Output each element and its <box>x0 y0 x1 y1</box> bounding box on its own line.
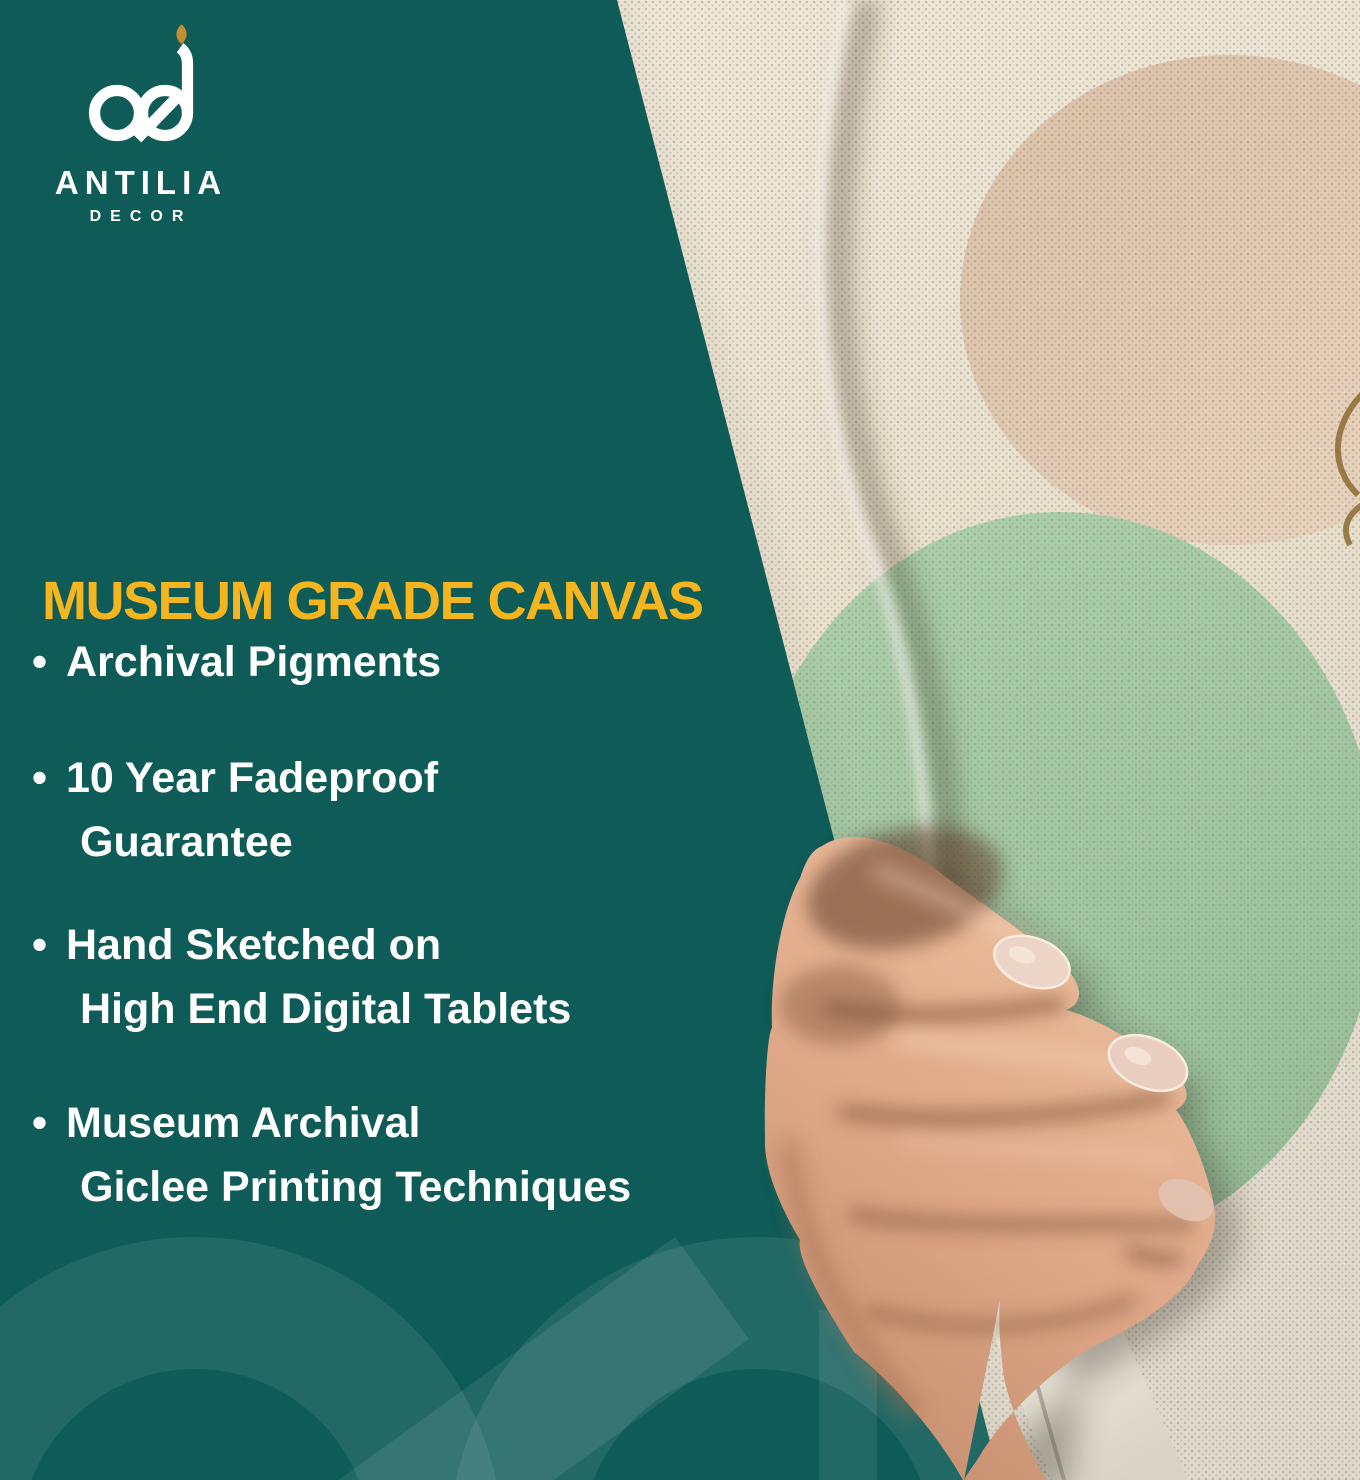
bullet-icon: • <box>32 1099 48 1147</box>
bullet-icon: • <box>32 638 48 686</box>
antilia-monogram-icon <box>51 22 231 162</box>
brand-logo <box>36 22 246 226</box>
bullet-text: Hand Sketched on <box>66 921 442 969</box>
headline: MUSEUM GRADE CANVAS <box>42 571 703 632</box>
feature-bullet <box>32 630 441 694</box>
feature-bullet <box>32 1091 631 1219</box>
bullet-text: Archival Pigments <box>66 638 442 686</box>
flame-icon <box>176 25 186 45</box>
bullet-text: Museum Archival <box>66 1099 421 1147</box>
feature-bullet <box>32 913 571 1041</box>
bullet-text: Giclee Printing Techniques <box>80 1163 632 1211</box>
bullet-text: 10 Year Fadeproof <box>66 754 439 802</box>
brand-name: ANTILIA <box>54 164 228 201</box>
bullet-text: Guarantee <box>80 818 293 866</box>
brand-subtitle: DECOR <box>89 208 193 225</box>
bullet-text: High End Digital Tablets <box>80 985 572 1033</box>
feature-bullet <box>32 746 438 874</box>
bullet-icon: • <box>32 754 48 802</box>
bullet-icon: • <box>32 921 48 969</box>
